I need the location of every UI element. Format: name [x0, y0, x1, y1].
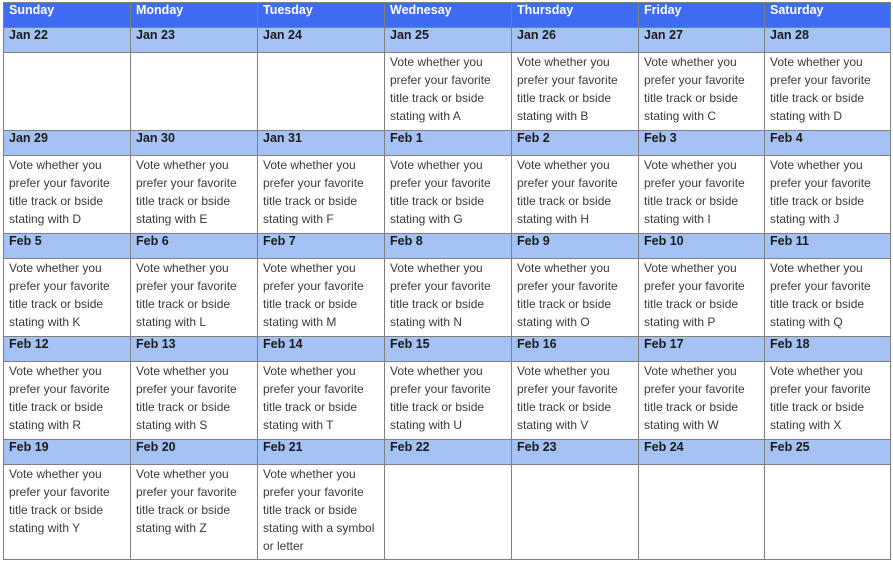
date-label[interactable]: Jan 26	[512, 28, 639, 53]
date-label[interactable]: Feb 18	[765, 337, 891, 362]
day-entry[interactable]: Vote whether you prefer your favorite title track or bside stating with S	[131, 362, 258, 440]
day-entry[interactable]: Vote whether you prefer your favorite title track or bside stating with J	[765, 156, 891, 234]
week-1-entry-row	[4, 53, 891, 131]
date-label[interactable]: Feb 19	[4, 440, 131, 465]
date-label[interactable]: Feb 17	[639, 337, 765, 362]
week-2-entry-row	[4, 156, 891, 234]
week-4-entry-row	[4, 362, 891, 440]
day-entry[interactable]: Vote whether you prefer your favorite title track or bside stating with R	[4, 362, 131, 440]
day-entry[interactable]: Vote whether you prefer your favorite title track or bside stating with A	[385, 53, 512, 131]
day-entry[interactable]	[258, 53, 385, 131]
day-entry[interactable]: Vote whether you prefer your favorite title track or bside stating with D	[4, 156, 131, 234]
day-entry[interactable]: Vote whether you prefer your favorite title track or bside stating with Z	[131, 465, 258, 560]
date-label[interactable]: Feb 14	[258, 337, 385, 362]
day-entry[interactable]: Vote whether you prefer your favorite title track or bside stating with L	[131, 259, 258, 337]
day-entry[interactable]: Vote whether you prefer your favorite title track or bside stating with Y	[4, 465, 131, 560]
date-label[interactable]: Jan 24	[258, 28, 385, 53]
date-label[interactable]: Jan 23	[131, 28, 258, 53]
date-label[interactable]: Feb 7	[258, 234, 385, 259]
date-label[interactable]: Feb 16	[512, 337, 639, 362]
day-entry[interactable]: Vote whether you prefer your favorite title track or bside stating with E	[131, 156, 258, 234]
date-label[interactable]: Feb 21	[258, 440, 385, 465]
date-label[interactable]: Feb 10	[639, 234, 765, 259]
date-label[interactable]: Feb 11	[765, 234, 891, 259]
date-label[interactable]: Feb 12	[4, 337, 131, 362]
day-entry[interactable]: Vote whether you prefer your favorite title track or bside stating with U	[385, 362, 512, 440]
date-label[interactable]: Jan 22	[4, 28, 131, 53]
calendar-grid	[3, 2, 891, 560]
date-label[interactable]: Feb 2	[512, 131, 639, 156]
day-entry[interactable]	[639, 465, 765, 560]
date-label[interactable]: Jan 29	[4, 131, 131, 156]
date-label[interactable]: Feb 1	[385, 131, 512, 156]
day-entry[interactable]: Vote whether you prefer your favorite title track or bside stating with M	[258, 259, 385, 337]
weekday-header-thursday: Thursday	[512, 3, 639, 28]
date-label[interactable]: Jan 28	[765, 28, 891, 53]
date-label[interactable]: Feb 3	[639, 131, 765, 156]
day-entry[interactable]: Vote whether you prefer your favorite title track or bside stating with a symbol or letter	[258, 465, 385, 560]
day-entry[interactable]	[4, 53, 131, 131]
day-entry[interactable]: Vote whether you prefer your favorite title track or bside stating with Q	[765, 259, 891, 337]
day-entry[interactable]: Vote whether you prefer your favorite title track or bside stating with O	[512, 259, 639, 337]
day-entry[interactable]: Vote whether you prefer your favorite title track or bside stating with H	[512, 156, 639, 234]
day-entry[interactable]	[385, 465, 512, 560]
date-label[interactable]: Jan 25	[385, 28, 512, 53]
day-entry[interactable]: Vote whether you prefer your favorite title track or bside stating with K	[4, 259, 131, 337]
day-entry[interactable]	[765, 465, 891, 560]
day-entry[interactable]: Vote whether you prefer your favorite title track or bside stating with I	[639, 156, 765, 234]
week-4-date-row	[4, 337, 891, 362]
day-entry[interactable]: Vote whether you prefer your favorite title track or bside stating with G	[385, 156, 512, 234]
date-label[interactable]: Feb 8	[385, 234, 512, 259]
weekday-header-saturday: Saturday	[765, 3, 891, 28]
weekday-header-tuesday: Tuesday	[258, 3, 385, 28]
day-entry[interactable]: Vote whether you prefer your favorite title track or bside stating with C	[639, 53, 765, 131]
day-entry[interactable]: Vote whether you prefer your favorite title track or bside stating with B	[512, 53, 639, 131]
weekday-header-sunday: Sunday	[4, 3, 131, 28]
week-3-entry-row	[4, 259, 891, 337]
day-entry[interactable]: Vote whether you prefer your favorite title track or bside stating with N	[385, 259, 512, 337]
day-entry[interactable]: Vote whether you prefer your favorite title track or bside stating with D	[765, 53, 891, 131]
date-label[interactable]: Feb 6	[131, 234, 258, 259]
week-1-date-row	[4, 28, 891, 53]
weekday-header-row	[4, 3, 891, 28]
date-label[interactable]: Jan 30	[131, 131, 258, 156]
day-entry[interactable]: Vote whether you prefer your favorite title track or bside stating with P	[639, 259, 765, 337]
day-entry[interactable]	[512, 465, 639, 560]
day-entry[interactable]: Vote whether you prefer your favorite title track or bside stating with T	[258, 362, 385, 440]
date-label[interactable]: Jan 27	[639, 28, 765, 53]
weekday-header-friday: Friday	[639, 3, 765, 28]
weekday-header-monday: Monday	[131, 3, 258, 28]
week-5-date-row	[4, 440, 891, 465]
day-entry[interactable]: Vote whether you prefer your favorite title track or bside stating with F	[258, 156, 385, 234]
day-entry[interactable]: Vote whether you prefer your favorite title track or bside stating with W	[639, 362, 765, 440]
date-label[interactable]: Feb 5	[4, 234, 131, 259]
date-label[interactable]: Jan 31	[258, 131, 385, 156]
day-entry[interactable]: Vote whether you prefer your favorite title track or bside stating with V	[512, 362, 639, 440]
date-label[interactable]: Feb 24	[639, 440, 765, 465]
date-label[interactable]: Feb 13	[131, 337, 258, 362]
date-label[interactable]: Feb 9	[512, 234, 639, 259]
date-label[interactable]: Feb 25	[765, 440, 891, 465]
day-entry[interactable]	[131, 53, 258, 131]
week-2-date-row	[4, 131, 891, 156]
date-label[interactable]: Feb 4	[765, 131, 891, 156]
date-label[interactable]: Feb 23	[512, 440, 639, 465]
day-entry[interactable]: Vote whether you prefer your favorite title track or bside stating with X	[765, 362, 891, 440]
date-label[interactable]: Feb 20	[131, 440, 258, 465]
date-label[interactable]: Feb 22	[385, 440, 512, 465]
week-3-date-row	[4, 234, 891, 259]
week-5-entry-row	[4, 465, 891, 560]
date-label[interactable]: Feb 15	[385, 337, 512, 362]
weekday-header-wednesday: Wednesay	[385, 3, 512, 28]
